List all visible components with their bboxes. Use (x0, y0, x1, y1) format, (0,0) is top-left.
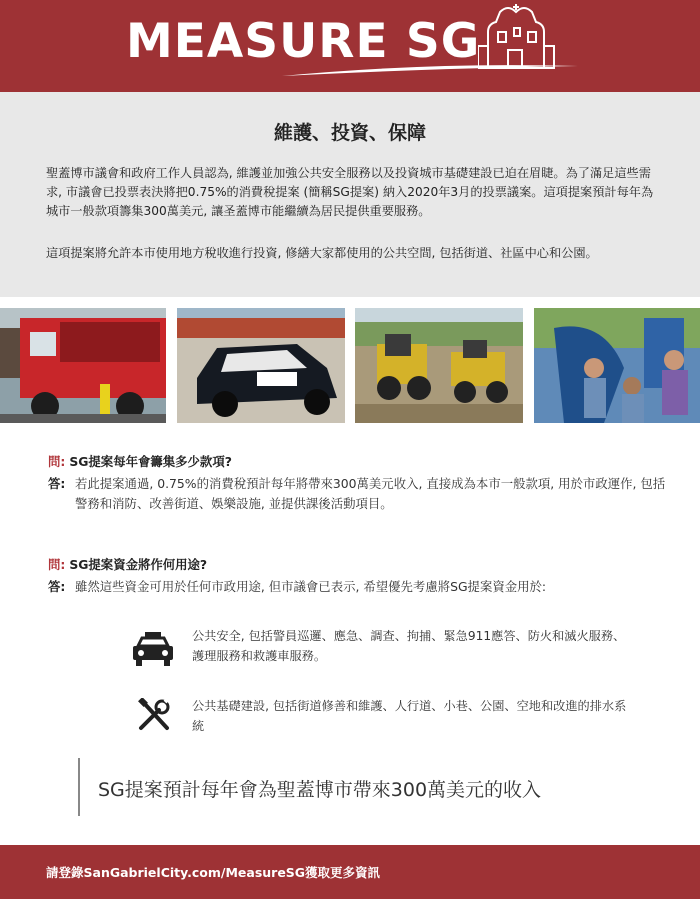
intro-heading: 維護、投資、保障 (273, 122, 426, 144)
construction-equipment-photo (355, 308, 523, 423)
callout-bar (78, 758, 80, 816)
header-banner (0, 0, 700, 92)
answer-marker: 答: (48, 476, 66, 491)
qa-item-2 (48, 555, 668, 605)
police-car-photo (177, 308, 345, 423)
footer-link-text[interactable]: 請登錄SanGabrielCity.com/MeasureSG獲取更多資訊 (46, 865, 381, 880)
intro-section (0, 92, 700, 297)
footer-banner (0, 845, 700, 899)
intro-paragraph-2: 這項提案將允許本市使用地方稅收進行投資, 修繕大家都使用的公共空間, 包括街道、社區中心和公園。 (46, 246, 598, 260)
question-1 (48, 452, 668, 472)
question-marker: 問: (48, 557, 66, 572)
bullet-public-safety: 公共安全, 包括警員巡邏、應急、調查、拘捕、緊急911應答、防火和滅火服務、護理服務和救護車服務。 (192, 629, 626, 663)
playground-photo (534, 308, 700, 423)
fire-truck-photo (0, 308, 166, 423)
page-title: MEASURE SG (126, 14, 481, 69)
intro-paragraph-1: 聖蓋博市議會和政府工作人員認為, 維護並加強公共安全服務以及投資城市基礎建設已迫在眉睫。為了滿足這些需求, 市議會已投票表決將把0.75%的消費稅提案 (簡稱SG提案) 納入2020年3月的投票議案。這項提案預計每年為城市一般款項籌集300萬美元, 讓圣蓋博市能繼續為居民提供重要服務。 (46, 166, 654, 218)
tools-icon (137, 698, 171, 732)
question-marker: 問: (48, 454, 66, 469)
callout-text: SG提案預計每年會為聖蓋博市帶來300萬美元的收入 (98, 779, 542, 801)
question-text: SG提案每年會籌集多少款項? (69, 454, 232, 469)
answer-marker: 答: (48, 579, 66, 594)
car-icon (131, 632, 175, 668)
qa-item-1 (48, 452, 668, 522)
answer-text: 雖然這些資金可用於任何市政用途, 但市議會已表示, 希望優先考慮將SG提案資金用於: (75, 579, 547, 594)
question-text: SG提案資金將作何用途? (69, 557, 208, 572)
mission-building-icon (478, 2, 558, 74)
bullet-infrastructure: 公共基礎建設, 包括街道修善和維護、人行道、小巷、公園、空地和改進的排水系統 (192, 699, 627, 733)
answer-text: 若此提案通過, 0.75%的消費稅預計每年將帶來300萬美元收入, 直接成為本市一般款項, 用於市政運作, 包括警務和消防、改善街道、娛樂設施, 並提供課後活動項目。 (75, 476, 666, 511)
question-2 (48, 555, 668, 575)
